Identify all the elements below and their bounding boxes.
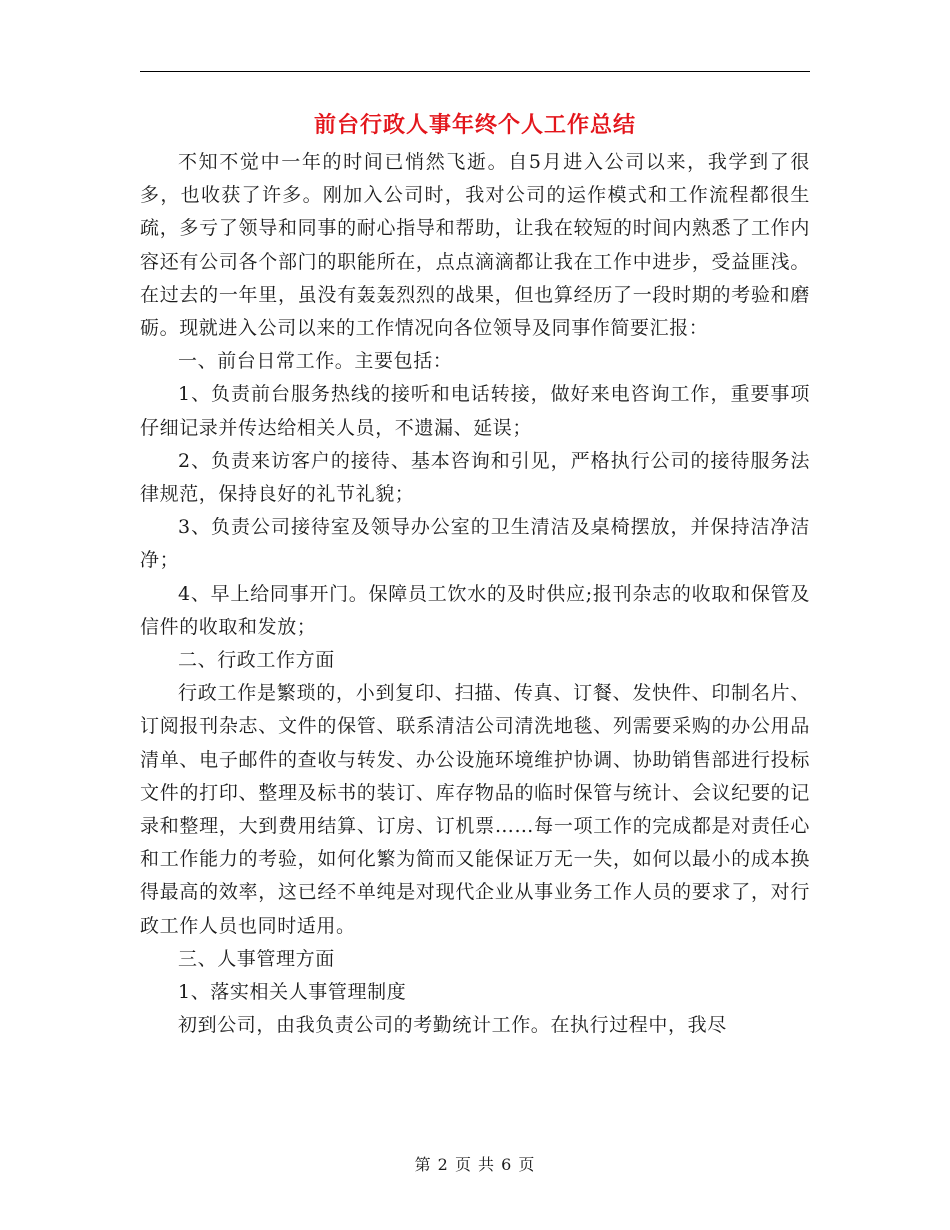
list-item-front-desk-3: 3、负责公司接待室及领导办公室的卫生清洁及桌椅摆放，并保持洁净洁净； [140, 516, 810, 572]
section-heading-hr: 三、人事管理方面 [178, 947, 335, 970]
paragraph-hr: 初到公司，由我负责公司的考勤统计工作。在执行过程中，我尽 [178, 1014, 727, 1037]
page-number: 第 2 页 共 6 页 [414, 1155, 536, 1174]
section-heading-admin: 二、行政工作方面 [178, 649, 335, 672]
list-item-front-desk-1: 1、负责前台服务热线的接听和电话转接，做好来电咨询工作，重要事项仔细记录并传达给相关人员，不遗漏、延误； [140, 383, 810, 439]
paragraph-admin: 行政工作是繁琐的，小到复印、扫描、传真、订餐、发快件、印制名片、订阅报刊杂志、文件的保管、联系清洁公司清洗地毯、列需要采购的办公用品清单、电子邮件的查收与转发、办公设施环境维护协调、协助销售部进行投标文件的打印、整理及标书的装订、库存物品的临时保管与统计、会议纪要的记录和整理，大到费用结算、订房、订机票……每一项工作的完成都是对责任心和工作能力的考验，如何化繁为简而又能保证万无一失，如何以最小的成本换得最高的效率，这已经不单纯是对现代企业从事业务工作人员的要求了，对行政工作人员也同时适用。 [140, 682, 810, 937]
list-item-front-desk-4: 4、早上给同事开门。保障员工饮水的及时供应;报刊杂志的收取和保管及信件的收取和发放； [140, 582, 810, 638]
list-item-front-desk-2: 2、负责来访客户的接待、基本咨询和引见，严格执行公司的接待服务法律规范，保持良好的礼节礼貌； [140, 449, 810, 506]
paragraph-intro: 不知不觉中一年的时间已悄然飞逝。自5月进入公司以来，我学到了很多，也收获了许多。刚加入公司时，我对公司的运作模式和工作流程都很生疏，多亏了领导和同事的耐心指导和帮助，让我在较短的时间内熟悉了工作内容还有公司各个部门的职能所在，点点滴滴都让我在工作中进步，受益匪浅。在过去的一年里，虽没有轰轰烈烈的战果，但也算经历了一段时期的考验和磨砺。现就进入公司以来的工作情况向各位领导及同事作简要汇报： [140, 151, 810, 340]
header-rule [140, 71, 810, 72]
section-heading-front-desk: 一、前台日常工作。主要包括： [178, 350, 453, 373]
document-title: 前台行政人事年终个人工作总结 [313, 112, 636, 138]
document-body [140, 146, 810, 1042]
subheading-hr-1: 1、落实相关人事管理制度 [178, 981, 407, 1004]
